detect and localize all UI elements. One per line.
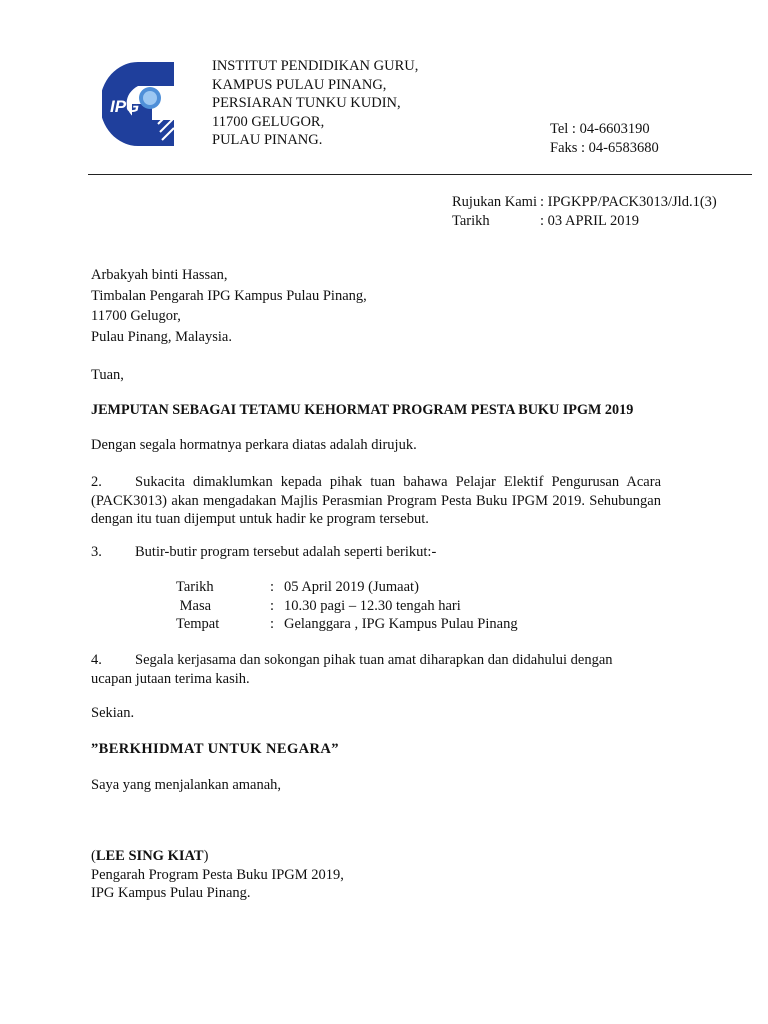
signatory-name-line — [91, 847, 344, 866]
detail-row — [176, 597, 518, 616]
detail-separator: : — [270, 597, 275, 614]
closing-phrase: Saya yang menjalankan amanah, — [91, 777, 282, 793]
paragraph-2 — [91, 473, 661, 529]
event-details — [176, 578, 518, 634]
date-row — [452, 212, 717, 231]
paragraph-number: 4. — [91, 652, 102, 668]
salutation: Tuan, — [91, 367, 124, 383]
institution-line: INSTITUT PENDIDIKAN GURU, — [212, 58, 419, 74]
ref-value: : IPGKPP/PACK3013/Jld.1(3) — [540, 194, 717, 210]
detail-value: 10.30 pagi – 12.30 tengah hari — [284, 597, 461, 614]
paragraph-4-line-2: ucapan jutaan terima kasih. — [91, 670, 250, 687]
paragraph-3 — [91, 543, 436, 562]
paragraph-2-line-3: dengan itu tuan dijemput untuk hadir ke program tersebut. — [91, 511, 429, 527]
institution-line: KAMPUS PULAU PINANG, — [212, 76, 387, 93]
reference-block — [452, 193, 717, 230]
recipient-line: Timbalan Pengarah IPG Kampus Pulau Pinang, — [91, 287, 367, 304]
paragraph-2-line-2: (PACK3013) akan mengadakan Majlis Perasmian Program Pesta Buku IPGM 2019. Sehubungan — [91, 492, 661, 509]
header-divider — [88, 174, 752, 175]
open-paren: ( — [91, 848, 96, 864]
signatory-name: LEE SING KIAT — [95, 848, 204, 864]
paragraph-4-line-1 — [91, 651, 613, 670]
fax: Faks : 04-6583680 — [550, 139, 659, 156]
telephone: Tel : 04-6603190 — [550, 121, 650, 137]
letter-subject: JEMPUTAN SEBAGAI TETAMU KEHORMAT PROGRAM PESTA BUKU IPGM 2019 — [91, 402, 634, 418]
paragraph-number: 3. — [91, 544, 102, 560]
signatory-org: IPG Kampus Pulau Pinang. — [91, 885, 251, 901]
paragraph-number: 2. — [91, 474, 102, 490]
recipient-line: Arbakyah binti Hassan, — [91, 267, 228, 283]
recipient-line: Pulau Pinang, Malaysia. — [91, 328, 232, 345]
close-paren: ) — [203, 848, 209, 864]
paragraph-text: Segala kerjasama dan sokongan pihak tuan amat diharapkan dan didahului dengan — [135, 652, 613, 668]
institution-line: 11700 GELUGOR, — [212, 113, 325, 130]
reference-row — [452, 193, 717, 212]
ipg-logo-icon — [102, 58, 180, 150]
institution-line: PERSIARAN TUNKU KUDIN, — [212, 95, 401, 111]
logo-text: IPG — [110, 97, 140, 116]
paragraph-1: Dengan segala hormatnya perkara diatas adalah dirujuk. — [91, 437, 417, 453]
institution-address — [212, 57, 418, 150]
ref-label: Rujukan Kami — [452, 194, 537, 210]
detail-value: 05 April 2019 (Jumaat) — [284, 579, 419, 595]
date-value: : 03 APRIL 2019 — [540, 212, 639, 229]
paragraph-text: Butir-butir program tersebut adalah seperti berikut:- — [135, 544, 437, 560]
sekian: Sekian. — [91, 705, 135, 721]
recipient-address — [91, 265, 367, 347]
detail-label: Masa — [176, 597, 212, 614]
motto: ”BERKHIDMAT UNTUK NEGARA” — [91, 741, 339, 757]
detail-separator: : — [270, 616, 275, 632]
date-label: Tarikh — [452, 212, 490, 229]
detail-label: Tarikh — [176, 579, 214, 595]
detail-value: Gelanggara , IPG Kampus Pulau Pinang — [284, 616, 518, 632]
paragraph-2-line-1 — [91, 473, 661, 492]
detail-label: Tempat — [176, 616, 220, 632]
signature-block — [91, 847, 344, 903]
detail-row — [176, 615, 518, 634]
recipient-line: 11700 Gelugor, — [91, 308, 181, 324]
contact-info — [550, 120, 659, 157]
ipg-logo — [102, 58, 180, 150]
detail-separator: : — [270, 579, 275, 595]
detail-row — [176, 578, 518, 597]
signatory-title: Pengarah Program Pesta Buku IPGM 2019, — [91, 866, 344, 883]
institution-line: PULAU PINANG. — [212, 132, 323, 148]
paragraph-text: Sukacita dimaklumkan kepada pihak tuan bahawa Pelajar Elektif Pengurusan Acara — [135, 474, 661, 490]
paragraph-4 — [91, 651, 613, 688]
